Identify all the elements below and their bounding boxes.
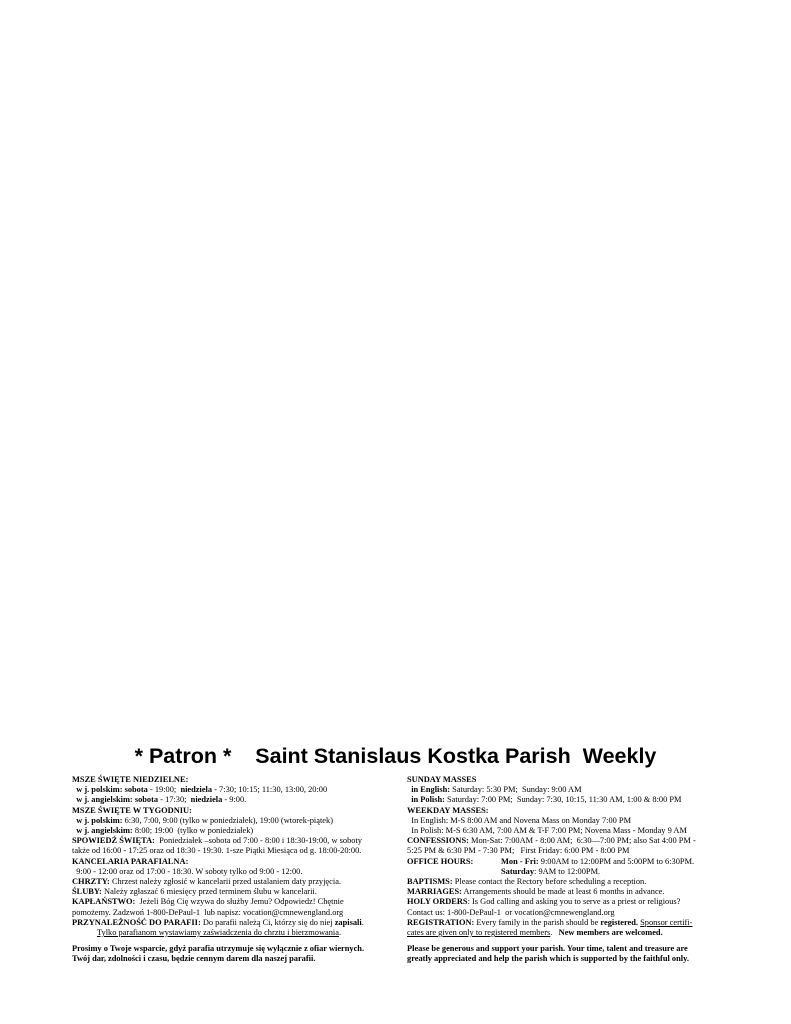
english-office-line-1	[407, 857, 727, 867]
english-baptism-line	[407, 877, 727, 887]
label: w j. polskim:	[76, 815, 123, 825]
text: 9:00 - 12:00 oraz od 17:00 - 18:30. W soboty tylko od 9:00 - 12:00.	[76, 866, 303, 876]
text: - 19:00;	[147, 785, 181, 795]
polish-membership-line-1	[72, 918, 392, 928]
label: niedziela	[180, 785, 213, 795]
label: BAPTISMS:	[407, 877, 453, 887]
text: Every family in the parish should be	[474, 917, 601, 927]
english-marriage-line	[407, 887, 727, 897]
label: Saturday	[501, 866, 535, 876]
text: Jeżeli Bóg Cię wzywa do służby Jemu? Odpowiedz! Chętnie	[135, 897, 344, 907]
english-column	[407, 775, 727, 965]
polish-priesthood-line-1	[72, 897, 392, 907]
text: In Polish: M-S 6:30 AM, 7:00 AM & T-F 7:00 PM; Novena Mass - Monday 9 AM	[411, 826, 687, 836]
text: 9:00AM to 12:00PM and 5:00PM to 6:30PM.	[538, 856, 695, 866]
underlined-text: Sponsor certifi-	[640, 917, 693, 927]
emphasis: zapisali	[334, 917, 362, 927]
label: HOLY ORDERS	[407, 897, 468, 907]
label: SPOWIEDŹ ŚWIĘTA:	[72, 836, 155, 846]
polish-appeal-line-1: Prosimy o Twoje wsparcie, gdyż parafia utrzymuje się wyłącznie z ofiar wiernych.	[72, 944, 365, 954]
label: CHRZTY:	[72, 877, 110, 887]
label: in Polish:	[411, 795, 445, 805]
polish-confession-line-2: także od 16:00 - 17:25 oraz od 18:30 - 19:30. 1-sze Piątki Miesiąca od g. 18:00-20:00.	[72, 846, 362, 856]
polish-sunday-heading: MSZE ŚWIĘTE NIEDZIELNE:	[72, 775, 189, 784]
label: ŚLUBY:	[72, 887, 102, 897]
bulletin-title: * Patron * Saint Stanislaus Kostka Parish Weekly	[134, 744, 657, 768]
label: CONFESSIONS:	[407, 836, 469, 846]
english-confession-line-1	[407, 836, 727, 846]
label: niedziela	[190, 795, 223, 805]
text: - 7:30; 10:15; 11:30, 13:00, 20:00	[212, 785, 328, 795]
english-appeal-line-1: Please be generous and support your parish. Your time, talent and treasure are	[407, 944, 688, 954]
english-registration-line-2	[407, 928, 727, 938]
polish-baptism-line	[72, 877, 392, 887]
english-registration-line-1	[407, 918, 727, 928]
text: Do parafii należą Ci, którzy się do niej	[200, 917, 335, 927]
polish-column	[72, 775, 392, 965]
text: Mon-Sat: 7:00AM - 8:00 AM; 6:30—7:00 PM; also Sat 4:00 PM -	[468, 836, 696, 846]
polish-weekday-polish-line	[72, 816, 392, 826]
underlined-text: Tylko parafianom wystawiamy zaświadczenia do chrztu i bierzmowania	[96, 928, 339, 938]
text: Należy zgłaszać 6 miesięcy przed terminem ślubu w kancelarii.	[101, 887, 317, 897]
text: In English: M-S 8:00 AM and Novena Mass on Monday 7:00 PM	[411, 815, 632, 825]
label: w j. polskim: sobota	[76, 785, 148, 795]
emphasis: registered.	[600, 917, 639, 927]
label: MARRIAGES:	[407, 887, 462, 897]
english-sunday-heading: SUNDAY MASSES	[407, 775, 477, 784]
english-sunday-polish-line	[407, 795, 727, 805]
text: .	[338, 928, 342, 938]
text: - 9:00.	[222, 795, 247, 805]
text: .	[550, 928, 559, 938]
text: : 9AM to 12:00PM.	[534, 866, 601, 876]
text: - 17:30;	[158, 795, 191, 805]
polish-office-heading: KANCELARIA PARAFIALNA:	[72, 856, 189, 866]
text: Please contact the Rectory before scheduling a reception.	[452, 877, 647, 887]
english-holy-orders-line-2: Contact us: 1-800-DePaul-1 or vocation@cmnewengland.org	[407, 907, 615, 917]
text: Arrangements should be made at least 6 months in advance.	[461, 887, 665, 897]
polish-weekday-english-line	[72, 826, 392, 836]
emphasis: New members are welcomed.	[558, 928, 663, 938]
polish-wedding-line	[72, 887, 392, 897]
english-weekday-polish-line	[407, 826, 727, 836]
label: KAPŁAŃSTWO:	[72, 897, 136, 907]
polish-appeal-line-2: Twój dar, zdolności i czasu, będzie cennym darem dla naszej parafii.	[72, 954, 316, 964]
polish-office-hours	[72, 867, 392, 877]
polish-confession-line-1	[72, 836, 392, 846]
english-weekday-english-line	[407, 816, 727, 826]
text: 6:30, 7:00, 9:00 (tylko w poniedziałek), 19:00 (wtorek-piątek)	[122, 815, 333, 825]
label: Mon - Fri:	[501, 856, 539, 866]
english-confession-line-2: 5:25 PM & 6:30 PM - 7:30 PM; First Friday: 6:00 PM - 8:00 PM	[407, 846, 630, 856]
polish-sunday-english-line	[72, 795, 392, 805]
label: REGISTRATION:	[407, 917, 475, 927]
underlined-text: cates are given only to registered members	[407, 928, 551, 938]
english-weekday-heading: WEEKDAY MASSES:	[407, 805, 489, 815]
english-sunday-english-line	[407, 785, 727, 795]
label: in English:	[411, 785, 451, 795]
text: .	[361, 917, 364, 927]
english-appeal-line-2: greatly appreciated and help the parish which is supported by the faithful only.	[407, 954, 689, 964]
text: 8:00; 19:00 (tylko w poniedziałek)	[132, 826, 254, 836]
english-office-line-2	[407, 867, 727, 877]
polish-weekday-heading: MSZE ŚWIĘTE W TYGODNIU:	[72, 805, 192, 815]
english-holy-orders-line-1	[407, 897, 727, 907]
polish-membership-line-2	[72, 928, 392, 938]
label: w j. angielskim:	[76, 826, 133, 836]
polish-priesthood-line-2: pomożemy. Zadzwoń 1-800-DePaul-1 lub napisz: vocation@cmnewengland.org	[72, 907, 344, 917]
label: w j. angielskim: sobota	[76, 795, 159, 805]
text: Saturday: 5:30 PM; Sunday: 9:00 AM	[450, 785, 582, 795]
text: Chrzest należy zgłosić w kancelarii przed ustalaniem daty przyjęcia.	[109, 877, 342, 887]
text: Poniedziałek –sobota od 7:00 - 8:00 i 18:30-19:00, w soboty	[154, 836, 362, 846]
label: OFFICE HOURS:	[407, 856, 474, 866]
polish-sunday-polish-line	[72, 785, 392, 795]
text: Saturday: 7:00 PM; Sunday: 7:30, 10:15, 11:30 AM, 1:00 & 8:00 PM	[444, 795, 682, 805]
text: : Is God calling and asking you to serve as a priest or religious?	[467, 897, 681, 907]
label: PRZYNALEŻNOŚĆ DO PARAFII:	[72, 917, 201, 927]
